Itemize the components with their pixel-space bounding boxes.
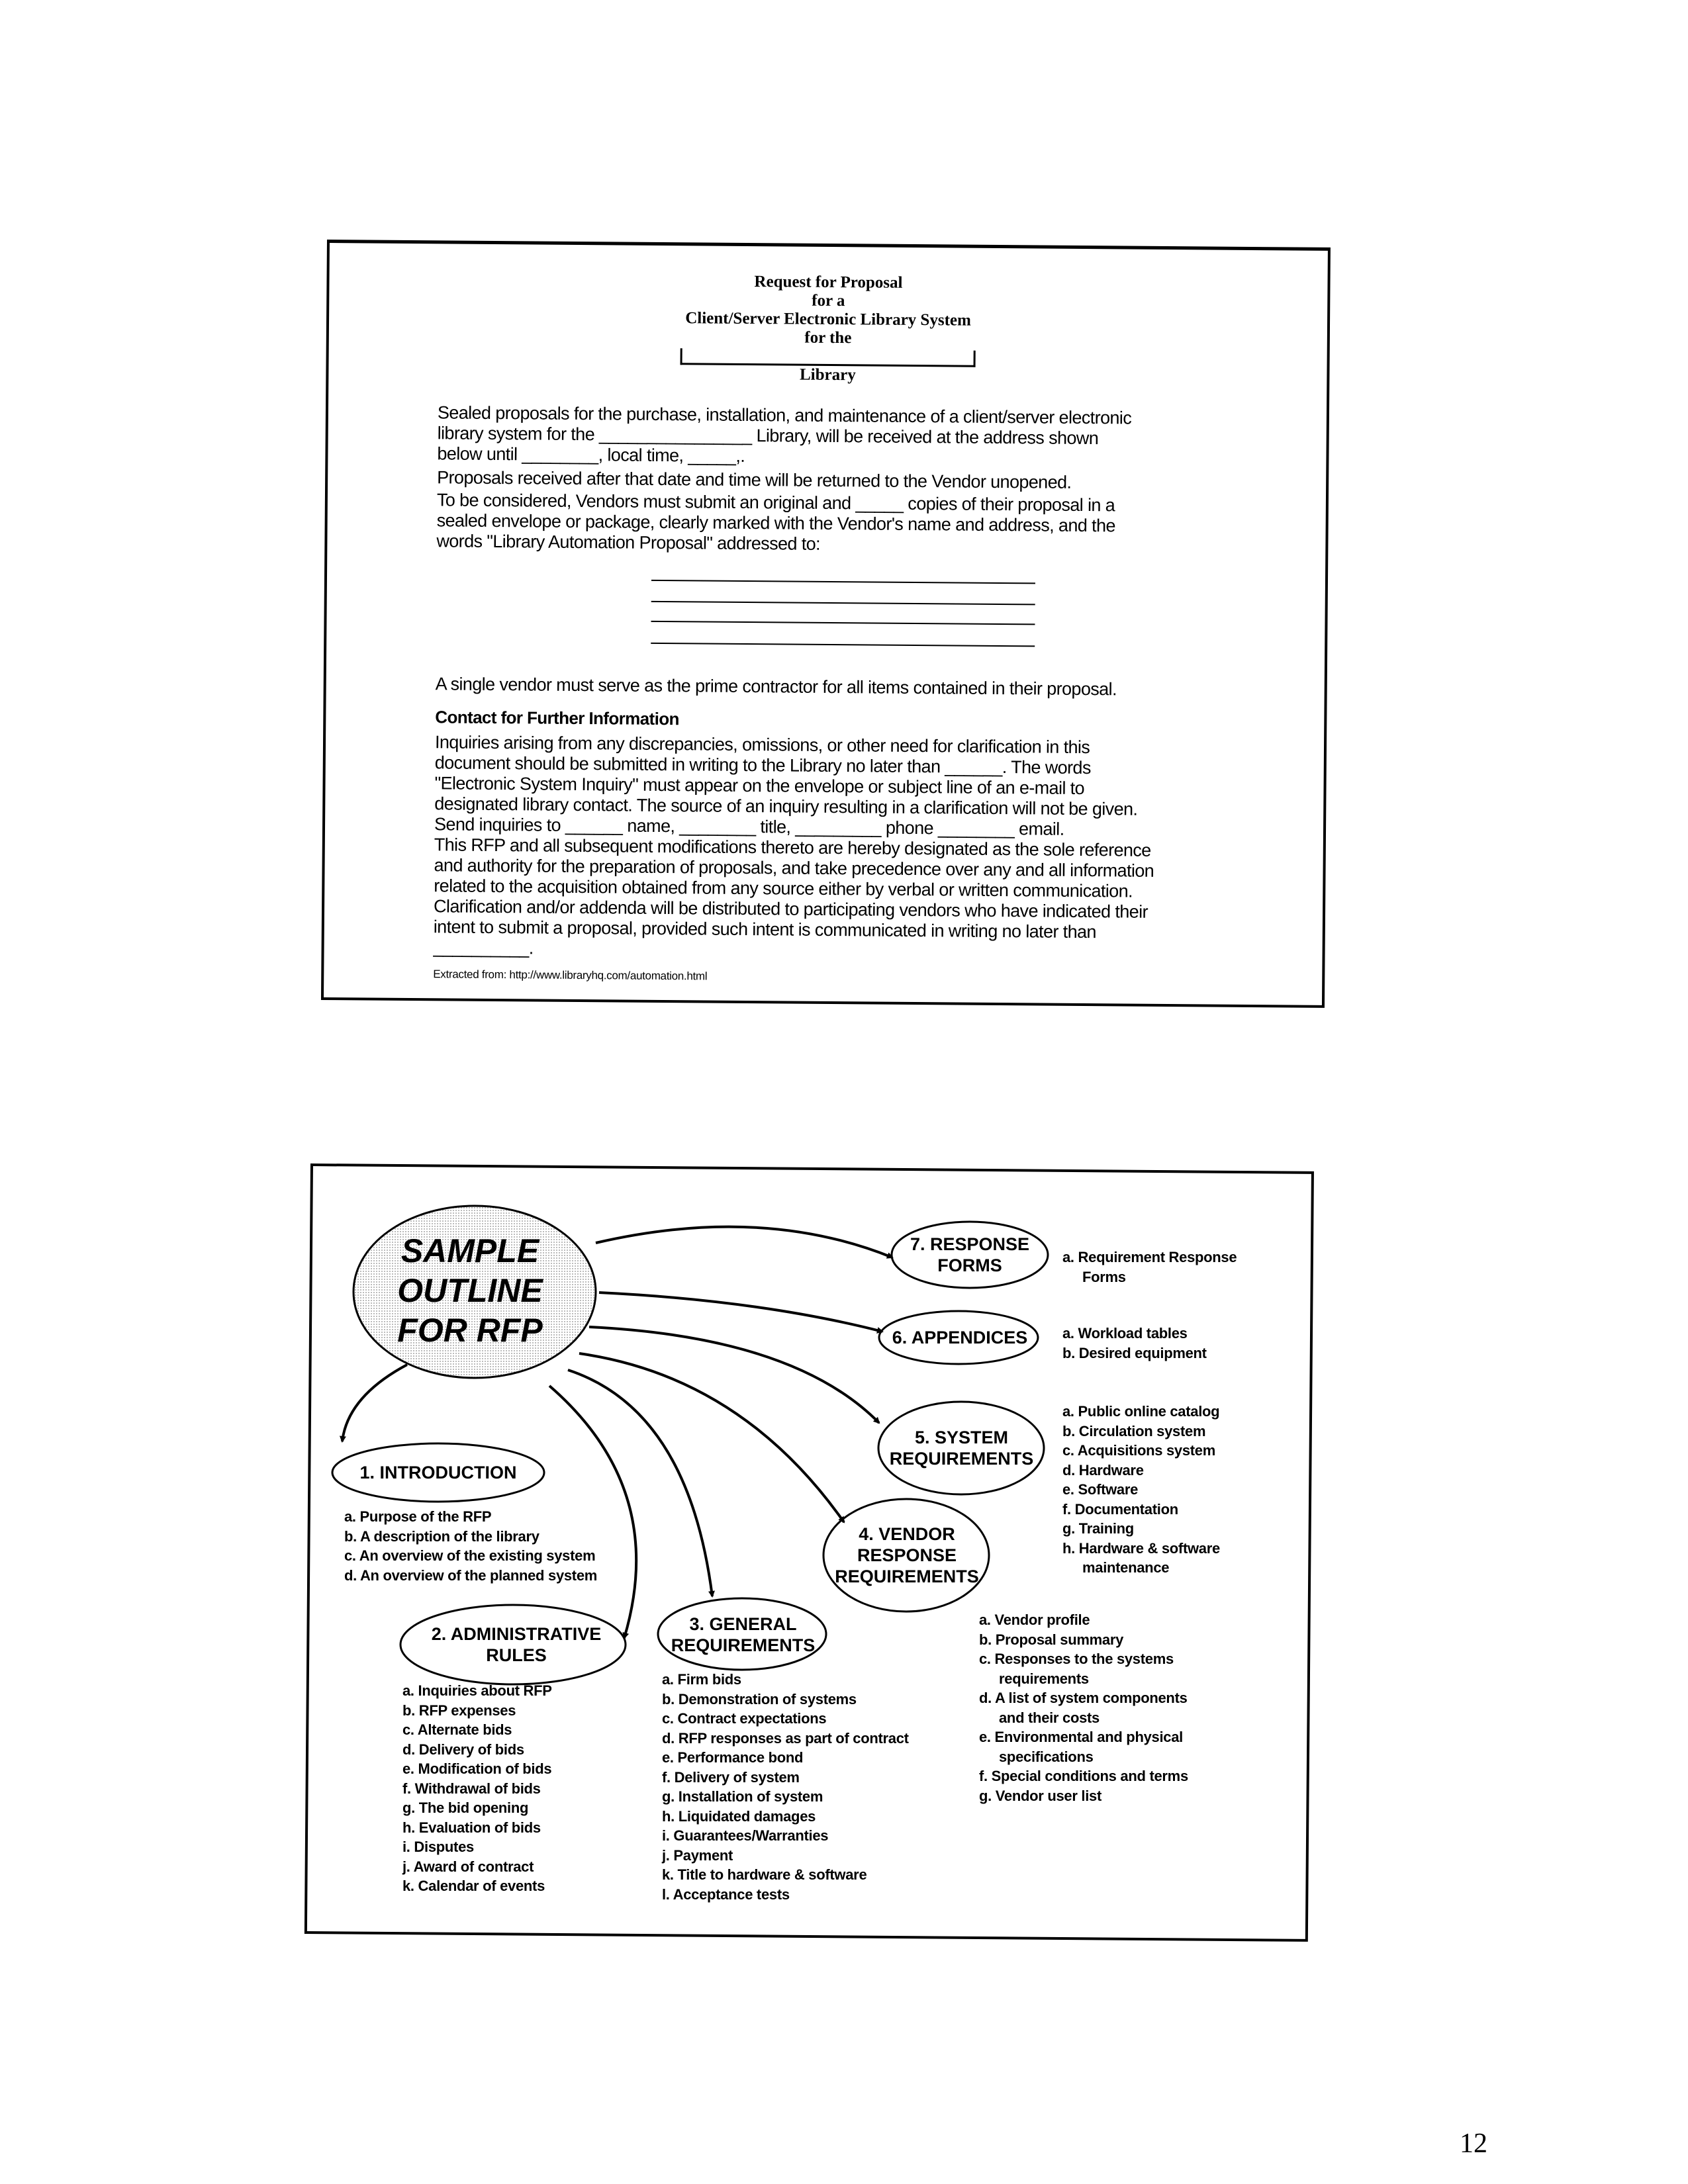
node-system-requirements: 5. SYSTEM REQUIREMENTS	[889, 1428, 1034, 1469]
list-item: a. Inquiries about RFP	[402, 1682, 552, 1699]
list-item: and their costs	[999, 1709, 1100, 1726]
text-line: Clarification and/or addenda will be distributed to participating vendors who have indicated their	[433, 896, 1149, 922]
main-title	[371, 1224, 569, 1357]
list-item: g. Training	[1062, 1520, 1134, 1537]
list-item: a. Public online catalog	[1062, 1403, 1220, 1420]
list-item: a. Vendor profile	[979, 1612, 1090, 1628]
text-line: To be considered, Vendors must submit an original and _____ copies of their proposal in a	[436, 490, 1115, 516]
list-item: maintenance	[1082, 1559, 1170, 1576]
list-item: e. Performance bond	[662, 1749, 804, 1766]
text-line: This RFP and all subsequent modifications thereto are hereby designated as the sole reference	[434, 835, 1151, 860]
main-title-line: SAMPLE	[400, 1232, 539, 1269]
list-item: h. Liquidated damages	[662, 1807, 816, 1825]
list-item: d. A list of system components	[979, 1690, 1188, 1706]
list-item: d. An overview of the planned system	[344, 1567, 598, 1584]
text-line: __________.	[433, 937, 534, 958]
list-item: a. Workload tables	[1062, 1325, 1188, 1342]
list-item: h. Evaluation of bids	[402, 1819, 541, 1836]
list-item: specifications	[999, 1748, 1094, 1765]
list-item: d. Hardware	[1062, 1461, 1144, 1479]
list-item: d. RFP responses as part of contract	[662, 1729, 909, 1747]
arrow-to-4	[579, 1353, 844, 1522]
list-item: j. Payment	[662, 1846, 733, 1864]
node-vendor-response: 4. VENDOR RESPONSE REQUIREMENTS	[835, 1524, 979, 1586]
text-line: "Electronic System Inquiry" must appear on the envelope or subject line of an e-mail to	[434, 773, 1085, 799]
text-line: related to the acquisition obtained from any source either by verbal or written communication.	[434, 876, 1133, 901]
list-item: d. Delivery of bids	[402, 1741, 524, 1758]
list-item: c. Alternate bids	[402, 1721, 512, 1738]
list-item: e. Modification of bids	[402, 1760, 552, 1777]
text-line: and authority for the preparation of proposals, and take precedence over any and all information	[434, 855, 1154, 881]
page-number: 12	[1460, 2128, 1487, 2159]
main-title-line: FOR RFP	[397, 1312, 543, 1349]
title-line: for a	[812, 291, 845, 310]
list-item: h. Hardware & software	[1062, 1539, 1220, 1557]
list-item: l. Acceptance tests	[662, 1886, 790, 1903]
list-item: c. Contract expectations	[662, 1710, 827, 1727]
main-title-line: OUTLINE	[397, 1272, 543, 1309]
para-returned: Proposals received after that date and time will be returned to the Vendor unopened.	[437, 467, 1072, 492]
list-item: i. Disputes	[402, 1839, 474, 1855]
list-item: j. Award of contract	[402, 1858, 534, 1875]
text-line: designated library contact. The source of an inquiry resulting in a clarification will not be given.	[434, 794, 1138, 819]
node-5-subitems	[1062, 1402, 1220, 1578]
list-item: b. RFP expenses	[402, 1702, 516, 1719]
arrow-to-6	[599, 1293, 882, 1332]
list-item: b. Proposal summary	[979, 1631, 1124, 1648]
list-item: b. A description of the library	[344, 1527, 539, 1545]
text-line: intent to submit a proposal, provided such intent is communicated in writing no later than	[433, 917, 1097, 942]
list-item: i. Guarantees/Warranties	[662, 1827, 829, 1844]
arrow-to-7	[596, 1227, 892, 1257]
list-item: Forms	[1082, 1268, 1126, 1285]
para-prime-contractor: A single vendor must serve as the prime contractor for all items contained in their proposal.	[435, 674, 1117, 700]
text-line: below until ________, local time, _____,.	[437, 443, 745, 466]
node-response-forms: 7. RESPONSE FORMS	[910, 1234, 1030, 1275]
node-6-subitems	[1062, 1324, 1207, 1363]
text-line: document should be submitted in writing to the Library no later than ______. The words	[434, 752, 1091, 778]
text-line: Inquiries arising from any discrepancies, omissions, or other need for clarification in this	[434, 732, 1090, 758]
contact-heading: Contact for Further Information	[435, 707, 679, 729]
source-citation: Extracted from: http://www.libraryhq.com/automation.html	[433, 968, 708, 983]
arrow-to-1	[342, 1365, 407, 1441]
list-item: c. An overview of the existing system	[344, 1547, 596, 1564]
title-line: Client/Server Electronic Library System	[685, 309, 971, 330]
node-1-subitems	[344, 1507, 597, 1585]
list-item: f. Documentation	[1062, 1500, 1178, 1518]
list-item: f. Special conditions and terms	[979, 1768, 1188, 1784]
list-item: e. Software	[1062, 1481, 1139, 1498]
text-line: Sealed proposals for the purchase, installation, and maintenance of a client/server electronic	[437, 402, 1132, 428]
list-item: g. The bid opening	[402, 1799, 529, 1816]
list-item: a. Firm bids	[662, 1671, 741, 1688]
list-item: k. Title to hardware & software	[662, 1866, 867, 1883]
text-line: Send inquiries to ______ name, ________ title, _________ phone ________ email.	[434, 814, 1064, 839]
node-general-requirements: 3. GENERAL REQUIREMENTS	[671, 1614, 816, 1655]
list-item: b. Circulation system	[1062, 1422, 1206, 1439]
node-2-subitems	[402, 1681, 552, 1896]
list-item: requirements	[999, 1670, 1089, 1687]
list-item: c. Acquisitions system	[1062, 1442, 1215, 1459]
title-line: Request for Proposal	[754, 273, 903, 292]
node-administrative-rules: 2. ADMINISTRATIVE RULES	[431, 1624, 602, 1665]
node-7-subitems	[1062, 1248, 1237, 1287]
list-item: g. Installation of system	[662, 1788, 823, 1805]
title-line: for the	[804, 328, 852, 347]
text-line: library system for the ________________ Library, will be received at the address shown	[437, 423, 1099, 449]
list-item: b. Desired equipment	[1062, 1344, 1207, 1361]
node-appendices: 6. APPENDICES	[892, 1328, 1028, 1347]
list-item: a. Requirement Response	[1062, 1249, 1237, 1265]
node-introduction: 1. INTRODUCTION	[359, 1463, 517, 1482]
list-item: b. Demonstration of systems	[662, 1690, 857, 1707]
list-item: e. Environmental and physical	[979, 1729, 1183, 1745]
list-item: k. Calendar of events	[402, 1878, 545, 1894]
node-4-subitems	[979, 1610, 1188, 1805]
list-item: g. Vendor user list	[979, 1787, 1102, 1804]
node-3-subitems	[662, 1670, 909, 1904]
list-item: f. Delivery of system	[662, 1768, 800, 1786]
list-item: c. Responses to the systems	[979, 1651, 1174, 1667]
list-item: a. Purpose of the RFP	[344, 1508, 492, 1525]
text-line: words "Library Automation Proposal" addressed to:	[436, 531, 821, 554]
text-line: sealed envelope or package, clearly marked with the Vendor's name and address, and the	[436, 510, 1115, 536]
library-label: Library	[799, 365, 856, 385]
list-item: f. Withdrawal of bids	[402, 1780, 541, 1797]
